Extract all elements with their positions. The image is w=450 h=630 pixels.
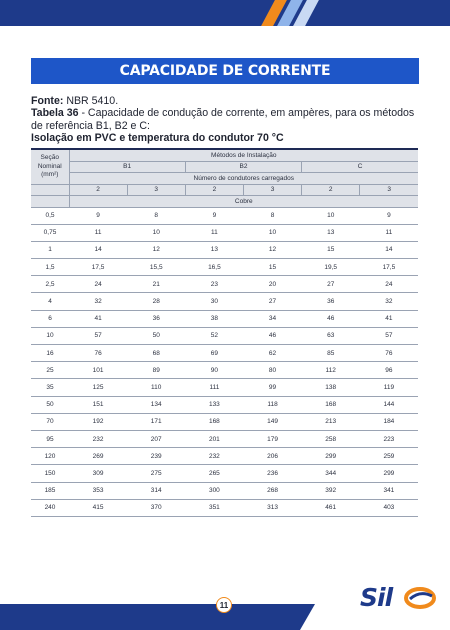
- method-b2-header: B2: [185, 161, 301, 173]
- capacity-cell: 8: [127, 207, 185, 224]
- capacity-cell: 118: [243, 396, 301, 413]
- capacity-cell: 63: [302, 327, 360, 344]
- source-line: [31, 95, 423, 107]
- capacity-cell: 76: [360, 345, 418, 362]
- intro-text: [31, 95, 423, 144]
- capacity-cell: 46: [243, 327, 301, 344]
- capacity-cell: 14: [69, 241, 127, 258]
- capacity-cell: 80: [243, 362, 301, 379]
- capacity-cell: 8: [243, 207, 301, 224]
- material-row-empty-cell: [31, 196, 69, 208]
- capacity-cell: 14: [360, 241, 418, 258]
- capacity-cell: 68: [127, 345, 185, 362]
- capacity-cell: 17,5: [360, 259, 418, 276]
- capacity-cell: 10: [302, 207, 360, 224]
- method-c-header: C: [302, 161, 418, 173]
- capacity-cell: 309: [69, 465, 127, 482]
- capacity-cell: 258: [302, 430, 360, 447]
- methods-header: Métodos de Instalação: [69, 149, 418, 161]
- section-cell: 120: [31, 448, 69, 465]
- capacity-cell: 16,5: [185, 259, 243, 276]
- source-label: Fonte:: [31, 95, 64, 107]
- capacity-cell: 179: [243, 430, 301, 447]
- section-cell: 70: [31, 413, 69, 430]
- capacity-cell: 41: [69, 310, 127, 327]
- table-row: [31, 259, 418, 276]
- capacity-cell: 36: [127, 310, 185, 327]
- insulation-text: Isolação em PVC e temperatura do condutor 70 °C: [31, 131, 284, 144]
- table-row: [31, 499, 418, 516]
- capacity-cell: 11: [69, 224, 127, 241]
- table-row: [31, 310, 418, 327]
- capacity-cell: 149: [243, 413, 301, 430]
- capacity-cell: 41: [360, 310, 418, 327]
- capacity-cell: 50: [127, 327, 185, 344]
- capacity-cell: 38: [185, 310, 243, 327]
- capacity-cell: 112: [302, 362, 360, 379]
- conductor-count-cell: 3: [127, 184, 185, 196]
- material-header: Cobre: [69, 196, 418, 208]
- page-number: 11: [216, 597, 232, 613]
- capacity-cell: 17,5: [69, 259, 127, 276]
- capacity-cell: 27: [243, 293, 301, 310]
- capacity-cell: 101: [69, 362, 127, 379]
- capacity-table-wrapper: [31, 148, 418, 517]
- section-cell: 2,5: [31, 276, 69, 293]
- capacity-cell: 171: [127, 413, 185, 430]
- capacity-cell: 268: [243, 482, 301, 499]
- table-label: Tabela 36: [31, 107, 79, 120]
- section-cell: 240: [31, 499, 69, 516]
- capacity-cell: 168: [185, 413, 243, 430]
- capacity-cell: 415: [69, 499, 127, 516]
- capacity-cell: 232: [69, 430, 127, 447]
- conductor-count-cell: 3: [243, 184, 301, 196]
- capacity-cell: 20: [243, 276, 301, 293]
- capacity-cell: 19,5: [302, 259, 360, 276]
- method-b1-header: B1: [69, 161, 185, 173]
- conductor-count-cell: 2: [69, 184, 127, 196]
- section-cell: 185: [31, 482, 69, 499]
- capacity-cell: 300: [185, 482, 243, 499]
- capacity-cell: 259: [360, 448, 418, 465]
- table-row: [31, 430, 418, 447]
- capacity-cell: 24: [360, 276, 418, 293]
- capacity-cell: 461: [302, 499, 360, 516]
- capacity-cell: 32: [69, 293, 127, 310]
- capacity-cell: 34: [243, 310, 301, 327]
- capacity-cell: 27: [302, 276, 360, 293]
- capacity-cell: 299: [360, 465, 418, 482]
- capacity-cell: 299: [302, 448, 360, 465]
- capacity-cell: 341: [360, 482, 418, 499]
- capacity-cell: 21: [127, 276, 185, 293]
- table-row: [31, 207, 418, 224]
- capacity-cell: 9: [360, 207, 418, 224]
- capacity-cell: 125: [69, 379, 127, 396]
- capacity-cell: 23: [185, 276, 243, 293]
- capacity-cell: 236: [243, 465, 301, 482]
- capacity-cell: 184: [360, 413, 418, 430]
- table-description: - Capacidade de condução de corrente, em ampères, para os métodos de referência B1, B2 e C:: [31, 107, 415, 132]
- table-row: [31, 345, 418, 362]
- table-row: [31, 465, 418, 482]
- capacity-cell: 62: [243, 345, 301, 362]
- capacity-cell: 232: [185, 448, 243, 465]
- section-cell: 0,5: [31, 207, 69, 224]
- table-row: [31, 241, 418, 258]
- table-row: [31, 413, 418, 430]
- table-row: [31, 396, 418, 413]
- capacity-cell: 57: [360, 327, 418, 344]
- table-caption: [31, 107, 423, 132]
- capacity-cell: 57: [69, 327, 127, 344]
- section-header-line-2: Nominal: [37, 162, 62, 170]
- count-row-empty-cell: [31, 184, 69, 196]
- section-cell: 6: [31, 310, 69, 327]
- table-row: [31, 448, 418, 465]
- capacity-cell: 353: [69, 482, 127, 499]
- table-body: [31, 207, 418, 516]
- capacity-table: [31, 148, 418, 517]
- capacity-cell: 12: [243, 241, 301, 258]
- section-cell: 35: [31, 379, 69, 396]
- section-header: [31, 149, 69, 184]
- section-cell: 10: [31, 327, 69, 344]
- conductor-count-cell: 2: [302, 184, 360, 196]
- source-value: NBR 5410.: [63, 95, 119, 107]
- table-row: [31, 293, 418, 310]
- capacity-cell: 269: [69, 448, 127, 465]
- sil-logo: [360, 584, 440, 612]
- capacity-cell: 239: [127, 448, 185, 465]
- table-row: [31, 276, 418, 293]
- top-header-band: [0, 0, 450, 26]
- capacity-cell: 351: [185, 499, 243, 516]
- section-cell: 0,75: [31, 224, 69, 241]
- capacity-cell: 46: [302, 310, 360, 327]
- capacity-cell: 134: [127, 396, 185, 413]
- capacity-cell: 32: [360, 293, 418, 310]
- table-row: [31, 482, 418, 499]
- capacity-cell: 403: [360, 499, 418, 516]
- capacity-cell: 111: [185, 379, 243, 396]
- capacity-cell: 28: [127, 293, 185, 310]
- section-cell: 1,5: [31, 259, 69, 276]
- table-row: [31, 327, 418, 344]
- capacity-cell: 265: [185, 465, 243, 482]
- capacity-cell: 168: [302, 396, 360, 413]
- table-row: [31, 379, 418, 396]
- capacity-cell: 15,5: [127, 259, 185, 276]
- capacity-cell: 192: [69, 413, 127, 430]
- capacity-cell: 69: [185, 345, 243, 362]
- capacity-cell: 36: [302, 293, 360, 310]
- capacity-cell: 119: [360, 379, 418, 396]
- page-title: CAPACIDADE DE CORRENTE: [31, 58, 419, 84]
- capacity-cell: 207: [127, 430, 185, 447]
- insulation-line: [31, 132, 423, 144]
- capacity-cell: 30: [185, 293, 243, 310]
- capacity-cell: 151: [69, 396, 127, 413]
- table-row: [31, 224, 418, 241]
- capacity-cell: 89: [127, 362, 185, 379]
- capacity-cell: 344: [302, 465, 360, 482]
- capacity-cell: 314: [127, 482, 185, 499]
- capacity-cell: 223: [360, 430, 418, 447]
- capacity-cell: 110: [127, 379, 185, 396]
- capacity-cell: 201: [185, 430, 243, 447]
- capacity-cell: 370: [127, 499, 185, 516]
- capacity-cell: 24: [69, 276, 127, 293]
- capacity-cell: 85: [302, 345, 360, 362]
- table-row: [31, 362, 418, 379]
- capacity-cell: 9: [185, 207, 243, 224]
- capacity-cell: 52: [185, 327, 243, 344]
- section-cell: 150: [31, 465, 69, 482]
- capacity-cell: 90: [185, 362, 243, 379]
- capacity-cell: 96: [360, 362, 418, 379]
- section-cell: 4: [31, 293, 69, 310]
- section-cell: 95: [31, 430, 69, 447]
- capacity-cell: 11: [360, 224, 418, 241]
- conductor-count-cell: 3: [360, 184, 418, 196]
- capacity-cell: 138: [302, 379, 360, 396]
- capacity-cell: 313: [243, 499, 301, 516]
- section-cell: 16: [31, 345, 69, 362]
- conductor-count-row: [31, 184, 418, 196]
- capacity-cell: 12: [127, 241, 185, 258]
- capacity-cell: 15: [243, 259, 301, 276]
- section-cell: 1: [31, 241, 69, 258]
- capacity-cell: 144: [360, 396, 418, 413]
- capacity-cell: 275: [127, 465, 185, 482]
- capacity-cell: 133: [185, 396, 243, 413]
- capacity-cell: 9: [69, 207, 127, 224]
- capacity-cell: 10: [127, 224, 185, 241]
- capacity-cell: 206: [243, 448, 301, 465]
- section-cell: 50: [31, 396, 69, 413]
- conductor-count-cell: 2: [185, 184, 243, 196]
- capacity-cell: 10: [243, 224, 301, 241]
- capacity-cell: 76: [69, 345, 127, 362]
- capacity-cell: 15: [302, 241, 360, 258]
- section-cell: 25: [31, 362, 69, 379]
- conductors-header: Número de condutores carregados: [69, 173, 418, 185]
- capacity-cell: 11: [185, 224, 243, 241]
- logo-text: Sil: [360, 583, 393, 612]
- capacity-cell: 13: [185, 241, 243, 258]
- capacity-cell: 13: [302, 224, 360, 241]
- logo-swirl-icon: [404, 586, 438, 610]
- capacity-cell: 213: [302, 413, 360, 430]
- capacity-cell: 99: [243, 379, 301, 396]
- capacity-cell: 392: [302, 482, 360, 499]
- section-header-line-3: (mm²): [41, 171, 59, 178]
- section-header-line-1: Seção: [40, 154, 59, 161]
